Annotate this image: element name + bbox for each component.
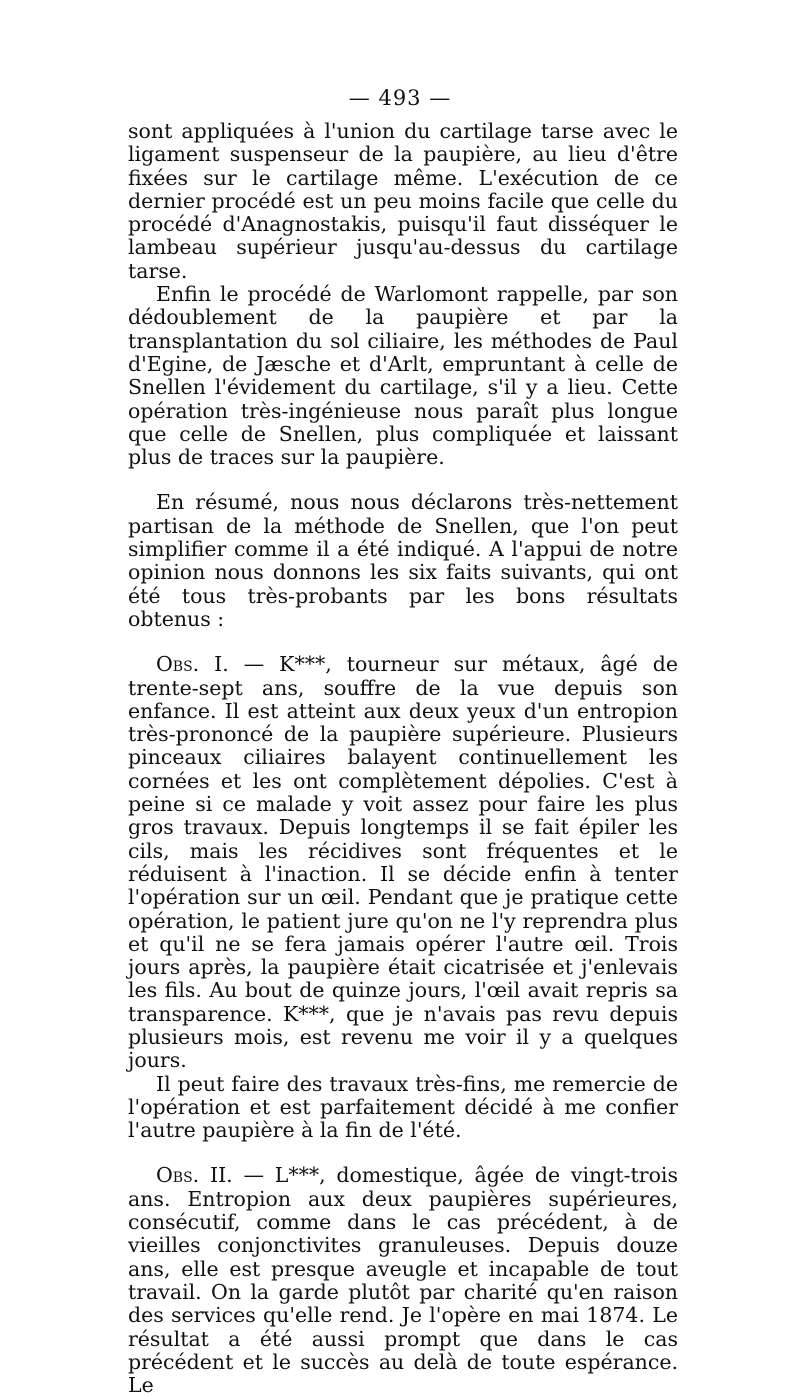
page-body	[128, 120, 678, 1397]
observation-1	[128, 653, 678, 1072]
paragraph-warlomont: Enfin le procédé de Warlomont rappelle, par son dédoublement de la paupière et par la transplantation du sol ciliaire, les méthodes de Paul d'Egine, de Jæsche et d'Arlt, empruntant à celle de Snellen l'évidement du cartilage, s'il y a lieu. Cette opération très-ingénieuse nous paraît plus longue que celle de Snellen, plus compliquée et laissant plus de traces sur la paupière.	[128, 282, 678, 470]
paragraph-resume: En résumé, nous nous déclarons très-nettement partisan de la méthode de Snellen, que l'on peut simplifier comme il a été indiqué. A l'appui de notre opinion nous donnons les six faits suivants, qui ont été tous très-probants par les bons résultats obtenus :	[128, 490, 678, 631]
observation-2-label: Obs. II.	[156, 1163, 233, 1188]
paragraph-continuation: sont appliquées à l'union du cartilage tarse avec le ligament suspenseur de la paupière, au lieu d'être fixées sur le cartilage même. L'exécution de ce dernier procédé est un peu moins facile que celle du procédé d'Anagnostakis, puisqu'il faut disséquer le lambeau supérieur jusqu'au-dessus du cartilage tarse.	[128, 119, 678, 283]
observation-1-label: Obs. I.	[156, 652, 229, 677]
observation-2-text: — L***, domestique, âgée de vingt-trois ans. Entropion aux deux paupières supérieures, consécutif, comme dans le cas précédent, à de vieilles conjonctivites granuleuses. Depuis douze ans, elle est presque aveugle et incapable de tout travail. On la garde plutôt par charité qu'en raison des services qu'elle rend. Je l'opère en mai 1874. Le résultat a été aussi prompt que dans le cas précédent et le succès au delà de toute espérance. Le	[128, 1163, 679, 1397]
paragraph-obs1-followup: Il peut faire des travaux très-fins, me remercie de l'opération et est parfaitement décidé à me confier l'autre paupière à la fin de l'été.	[128, 1071, 678, 1143]
page-number: — 493 —	[348, 86, 452, 110]
observation-1-text: — K***, tourneur sur métaux, âgé de trente-sept ans, souffre de la vue depuis son enfance. Il est atteint aux deux yeux d'un entropion très-prononcé de la paupière supérieure. Plusieurs pinceaux ciliaires balayent continuellement les cornées et les ont complètement dépolies. C'est à peine si ce malade y voit assez pour faire les plus gros travaux. Depuis longtemps il se fait épiler les cils, mais les récidives sont fréquentes et le réduisent à l'inaction. Il se décide enfin à tenter l'opération sur un œil. Pendant que je pratique cette opération, le patient jure qu'on ne l'y reprendra plus et qu'il ne se fera jamais opérer l'autre œil. Trois jours après, la paupière était cicatrisée et j'enlevais les fils. Au bout de quinze jours, l'œil avait repris sa transparence. K***, que je n'avais pas revu depuis plusieurs mois, est revenu me voir il y a quelques jours.	[128, 652, 678, 1073]
observation-2	[128, 1164, 678, 1397]
